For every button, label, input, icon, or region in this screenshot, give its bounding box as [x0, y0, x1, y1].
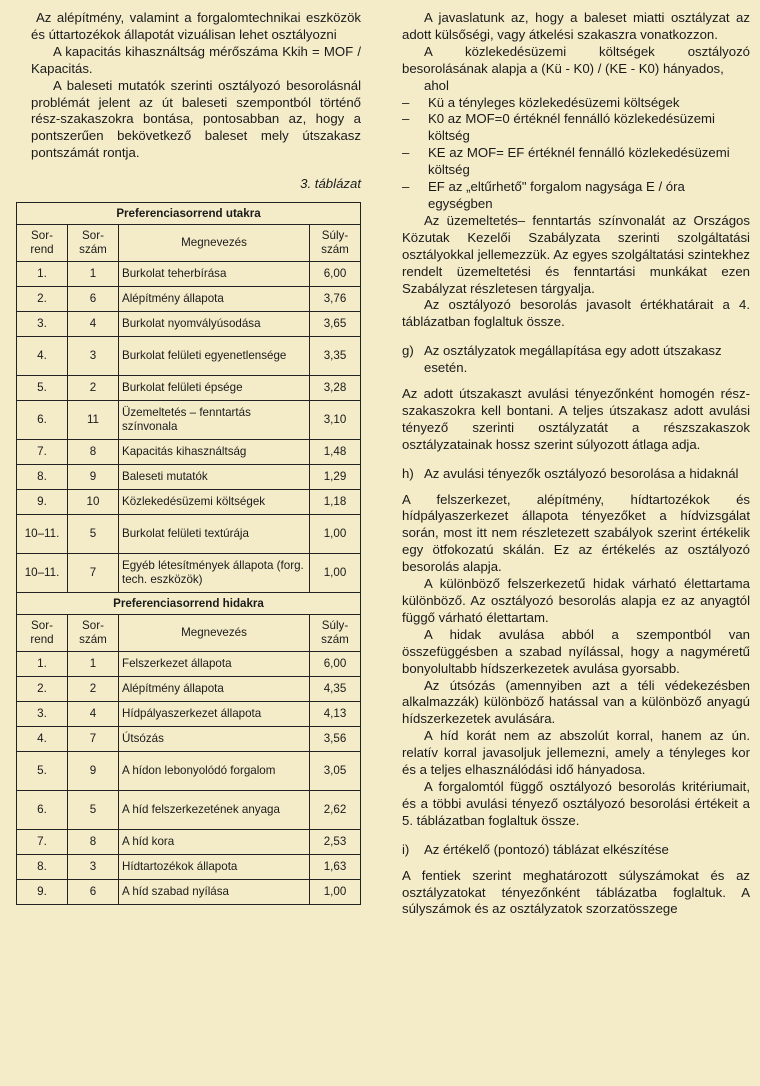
paragraph-ahol: ahol	[424, 77, 449, 93]
dash-list	[402, 95, 750, 213]
cell-number: 11	[68, 401, 119, 440]
cell-rank: 10–11.	[17, 515, 68, 554]
cell-number: 9	[68, 752, 119, 791]
cell-weight: 3,56	[310, 727, 361, 752]
cell-name: Útsózás	[119, 727, 310, 752]
cell-weight: 1,48	[310, 440, 361, 465]
table-row	[17, 401, 361, 440]
paragraph-kriteriumok: A forgalomtól függő osztályozó besorolás kritériumait, és a többi avulási tényező osztályozó besorolási értékeit a 5. táblázatban foglaltuk össze.	[402, 778, 750, 828]
cell-rank: 4.	[17, 727, 68, 752]
table-row	[17, 262, 361, 287]
cell-name: Burkolat felületi egyenetlensége	[119, 337, 310, 376]
cell-number: 9	[68, 465, 119, 490]
cell-number: 5	[68, 791, 119, 830]
dash-item: – KE az MOF= EF értéknél fennálló közlekedésüzemi költség	[402, 145, 730, 178]
cell-number: 6	[68, 287, 119, 312]
paragraph-felszerkezet: A felszerkezet, alépítmény, hídtartozékok és hídpályaszerkezet állapota tényezőket a hídvizsgálat során, most itt nem részletezett szabályok szerint értékelik egy ötfokozatú skálán. Ez az értékelés az osztályozó besorolás alapja.	[402, 491, 750, 575]
table-row	[17, 376, 361, 401]
table-row	[17, 337, 361, 376]
paragraph-alepitmeny: Az alépítmény, valamint a forgalomtechnikai eszközök és úttartozékok állapotát vizuálisan lehet osztályozni	[31, 10, 361, 42]
table-row	[17, 440, 361, 465]
cell-number: 8	[68, 830, 119, 855]
cell-number: 7	[68, 727, 119, 752]
preference-table	[16, 202, 361, 905]
cell-rank: 2.	[17, 287, 68, 312]
cell-rank: 4.	[17, 337, 68, 376]
cell-name: A híd felszerkezetének anyaga	[119, 791, 310, 830]
cell-rank: 3.	[17, 702, 68, 727]
right-column	[402, 10, 750, 918]
table-row	[17, 287, 361, 312]
cell-weight: 1,00	[310, 554, 361, 593]
cell-weight: 3,05	[310, 752, 361, 791]
cell-weight: 1,63	[310, 855, 361, 880]
header-rank: Sor-rend	[17, 615, 68, 652]
paragraph-elettartam: A különböző felszerkezetű hidak várható élettartama különböző. Az osztályozó besorolás alapja ez az anyagtól függő várható élettartam.	[402, 576, 750, 625]
cell-name: Üzemeltetés – fenntartás színvonala	[119, 401, 310, 440]
cell-rank: 9.	[17, 880, 68, 905]
table-header-row	[17, 225, 361, 262]
table-row	[17, 465, 361, 490]
header-weight: Súly-szám	[310, 225, 361, 262]
cell-weight: 3,65	[310, 312, 361, 337]
header-number: Sor-szám	[68, 615, 119, 652]
table-row	[17, 652, 361, 677]
cell-rank: 9.	[17, 490, 68, 515]
cell-number: 1	[68, 262, 119, 287]
left-column	[24, 10, 361, 905]
cell-weight: 1,18	[310, 490, 361, 515]
cell-name: Felszerkezet állapota	[119, 652, 310, 677]
cell-weight: 4,13	[310, 702, 361, 727]
cell-name: Kapacitás kihasználtság	[119, 440, 310, 465]
cell-weight: 3,10	[310, 401, 361, 440]
cell-rank: 8.	[17, 855, 68, 880]
cell-name: Egyéb létesítmények állapota (forg. tech. eszközök)	[119, 554, 310, 593]
table-row	[17, 677, 361, 702]
cell-number: 5	[68, 515, 119, 554]
cell-rank: 7.	[17, 440, 68, 465]
cell-name: Alépítmény állapota	[119, 287, 310, 312]
table-row	[17, 791, 361, 830]
paragraph-nyilas: A hidak avulása abból a szempontból van összefüggésben a szabad nyílással, hogy a nagyméretű bonyolultabb hídszerkezetek avulása gyorsabb.	[402, 626, 750, 676]
cell-number: 1	[68, 652, 119, 677]
cell-rank: 3.	[17, 312, 68, 337]
table-row	[17, 515, 361, 554]
paragraph-homogen: Az adott útszakaszt avulási tényezőnként homogén rész-szakaszokra kell bontani. A teljes útszakasz adott avulási tényező szerinti osztályzatát a részszakaszok osztályzatainak hossz szerint súlyozott átlaga adja.	[402, 386, 750, 452]
section-i-heading: i) Az értékelő (pontozó) táblázat elkészítése	[402, 841, 669, 857]
cell-number: 10	[68, 490, 119, 515]
cell-rank: 8.	[17, 465, 68, 490]
cell-rank: 2.	[17, 677, 68, 702]
header-rank: Sor-rend	[17, 225, 68, 262]
cell-rank: 10–11.	[17, 554, 68, 593]
cell-number: 3	[68, 337, 119, 376]
table-header-row	[17, 615, 361, 652]
header-name: Megnevezés	[119, 615, 310, 652]
cell-number: 2	[68, 677, 119, 702]
cell-number: 7	[68, 554, 119, 593]
paragraph-ertekhatarok: Az osztályozó besorolás javasolt értékhatárait a 4. táblázatban foglaltuk össze.	[402, 297, 750, 330]
table-title-bridges: Preferenciasorrend hidakra	[17, 593, 361, 615]
cell-weight: 1,00	[310, 515, 361, 554]
cell-name: Hídpályaszerkezet állapota	[119, 702, 310, 727]
cell-rank: 5.	[17, 376, 68, 401]
table-title-row	[17, 203, 361, 225]
table-row	[17, 312, 361, 337]
cell-name: A híd szabad nyílása	[119, 880, 310, 905]
dash-item: – Kü a tényleges közlekedésüzemi költségek	[402, 94, 680, 110]
cell-weight: 6,00	[310, 262, 361, 287]
cell-number: 3	[68, 855, 119, 880]
cell-number: 4	[68, 702, 119, 727]
table-row	[17, 855, 361, 880]
cell-weight: 3,35	[310, 337, 361, 376]
dash-item: – EF az „eltűrhető" forgalom nagysága E / óra egységben	[402, 179, 685, 211]
cell-rank: 6.	[17, 401, 68, 440]
table-row	[17, 702, 361, 727]
cell-name: A híd kora	[119, 830, 310, 855]
paragraph-sulyszamok: A fentiek szerint meghatározott súlyszámokat és az osztályzatokat tényezőnként táblázatba foglaltuk. A súlyszámok és az osztályzatok szorzatösszege	[402, 867, 750, 917]
paragraph-javaslat: A javaslatunk az, hogy a baleset miatti osztályzat az adott külsőségi, vagy átkelési szakaszra vonatkozzon.	[402, 10, 750, 42]
cell-weight: 3,28	[310, 376, 361, 401]
paragraph-utsozas: Az útsózás (amennyiben azt a téli védekezésben alkalmazzák) különböző hatással van a különböző anyagú hídszerkezetek avulására.	[402, 677, 750, 727]
cell-weight: 3,76	[310, 287, 361, 312]
cell-weight: 2,53	[310, 830, 361, 855]
cell-number: 2	[68, 376, 119, 401]
cell-rank: 1.	[17, 262, 68, 287]
cell-name: Burkolat felületi épsége	[119, 376, 310, 401]
header-weight: Súly-szám	[310, 615, 361, 652]
cell-name: Közlekedésüzemi költségek	[119, 490, 310, 515]
cell-weight: 1,00	[310, 880, 361, 905]
cell-weight: 4,35	[310, 677, 361, 702]
table-row	[17, 554, 361, 593]
cell-name: Alépítmény állapota	[119, 677, 310, 702]
cell-number: 4	[68, 312, 119, 337]
table-row	[17, 727, 361, 752]
cell-rank: 6.	[17, 791, 68, 830]
table-title-row	[17, 593, 361, 615]
cell-number: 6	[68, 880, 119, 905]
cell-name: Burkolat teherbírása	[119, 262, 310, 287]
cell-name: A hídon lebonyolódó forgalom	[119, 752, 310, 791]
table-title-roads: Preferenciasorrend utakra	[17, 203, 361, 225]
header-name: Megnevezés	[119, 225, 310, 262]
table-caption: 3. táblázat	[300, 176, 361, 192]
section-h-heading: h) Az avulási tényezők osztályozó besorolása a hidaknál	[402, 465, 739, 481]
section-g-heading: g) Az osztályzatok megállapítása egy adott útszakasz esetén.	[402, 343, 722, 376]
cell-rank: 5.	[17, 752, 68, 791]
paragraph-kor: A híd korát nem az abszolút korral, hanem az ún. relatív korral javasoljuk jellemezni, amely a tényleges kor és a teljes elhasználódási idő hányadosa.	[402, 728, 750, 778]
paragraph-kapacitas: A kapacitás kihasználtság mérőszáma Kkih = MOF / Kapacitás.	[31, 43, 361, 76]
table-row	[17, 880, 361, 905]
header-number: Sor-szám	[68, 225, 119, 262]
table-row	[17, 752, 361, 791]
paragraph-baleseti: A baleseti mutatók szerinti osztályozó besorolásnál problémát jelent az út baleseti szempontból történő rész-szakaszokra bontása, pontosabban az, hogy a pontszerűen bekövetkező baleset mely útszakasz pontszámát rontja.	[31, 77, 361, 161]
cell-number: 8	[68, 440, 119, 465]
table-row	[17, 490, 361, 515]
cell-rank: 7.	[17, 830, 68, 855]
cell-weight: 6,00	[310, 652, 361, 677]
dash-item: – K0 az MOF=0 értéknél fennálló közlekedésüzemi költség	[402, 111, 715, 144]
cell-name: Burkolat nyomvályúsodása	[119, 312, 310, 337]
cell-weight: 2,62	[310, 791, 361, 830]
table-row	[17, 830, 361, 855]
cell-rank: 1.	[17, 652, 68, 677]
cell-name: Burkolat felületi textúrája	[119, 515, 310, 554]
cell-weight: 1,29	[310, 465, 361, 490]
paragraph-uzemeltetes: Az üzemeltetés– fenntartás színvonalát az Országos Közutak Kezelői Szabályzata szerinti szolgáltatási osztályokkal jellemezzük. Az egyes szolgáltatási szintekhez rendelt üzemeltetési és fenntartási munkákat ezen Szabályzat részletesen tárgyalja.	[402, 212, 750, 296]
cell-name: Hídtartozékok állapota	[119, 855, 310, 880]
paragraph-kozlekedesuzemi: A közlekedésüzemi költségek osztályozó besorolásának alapja a (Kü - K0) / (KE - K0) hányados,	[402, 43, 750, 76]
cell-name: Baleseti mutatók	[119, 465, 310, 490]
